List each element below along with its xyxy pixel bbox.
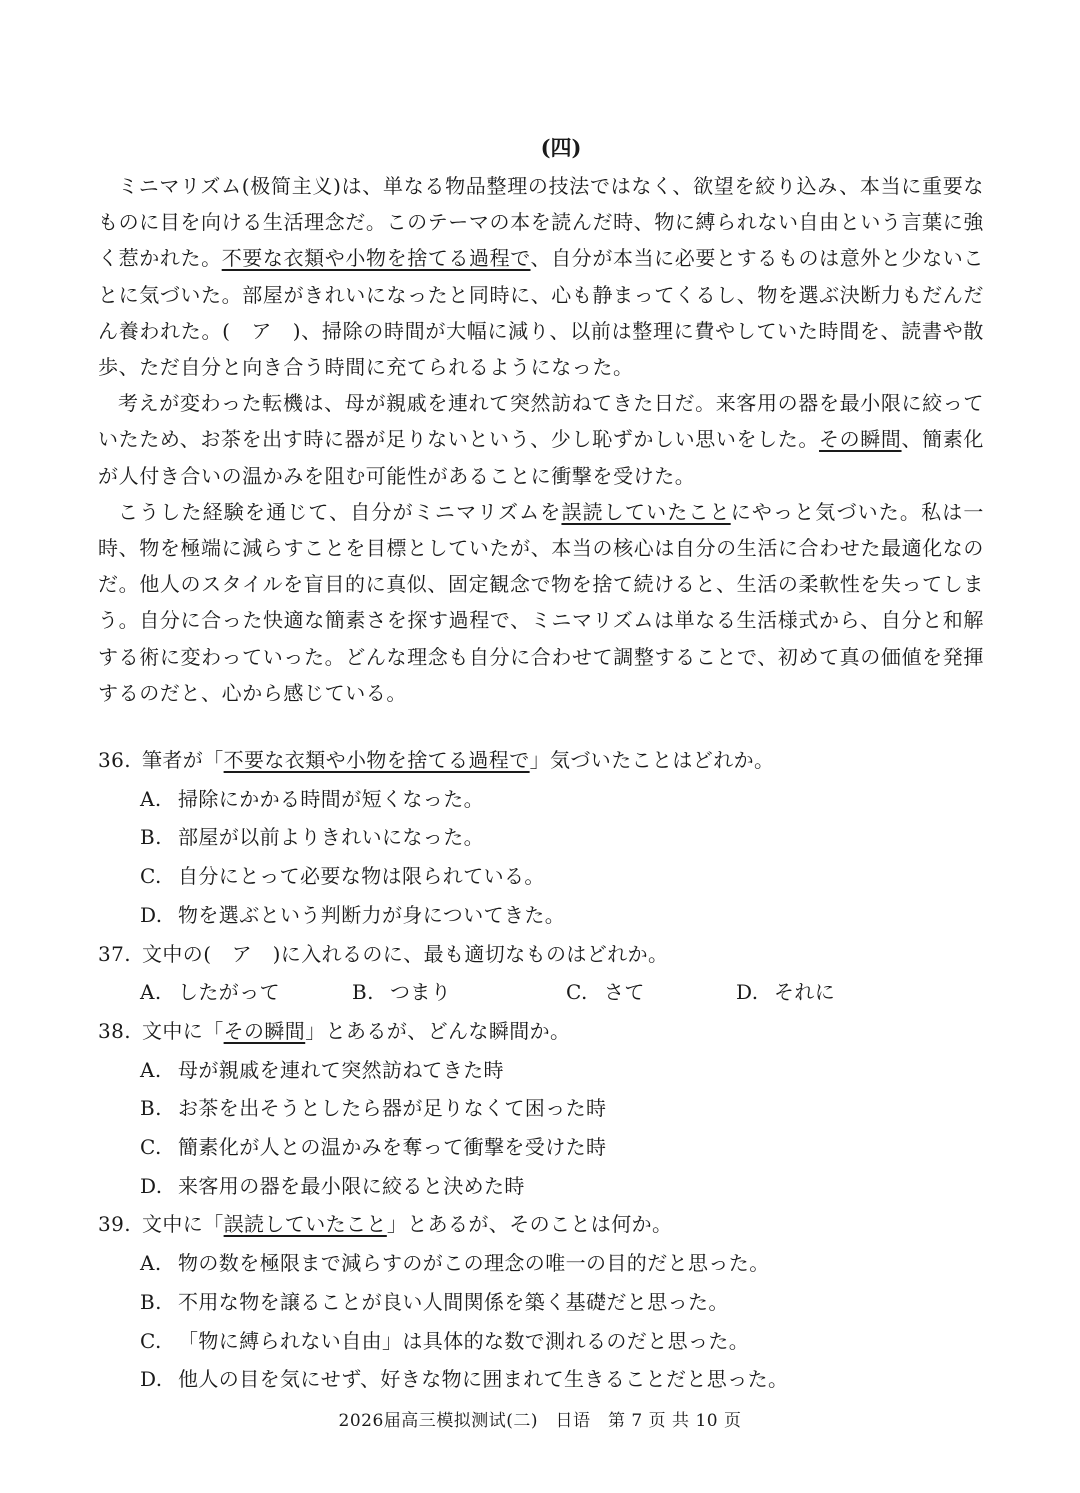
- passage-paragraph-2: [98, 385, 984, 494]
- question-37: [98, 935, 984, 974]
- option-37-b: [352, 973, 566, 1012]
- option-text: 自分にとって必要な物は限られている。: [178, 864, 545, 889]
- spacer: [98, 711, 984, 741]
- question-underlined: その瞬間: [223, 1018, 306, 1043]
- question-text: 」とあるが、どんな瞬間か。: [305, 1018, 571, 1043]
- option-38-b: [140, 1089, 984, 1128]
- passage-text: ミニマリズム(极简主义)は、単なる物品整理の技法ではなく、欲望を絞り込み、本当に重要なものに目を向ける生活理念だ。このテーマの本を読んだ時、物に縛られない自由という言葉に強く惹かれた。: [98, 174, 984, 271]
- option-text: したがって: [178, 980, 280, 1005]
- passage-paragraph-3: [98, 494, 984, 711]
- question-text: 」気づいたことはどれか。: [529, 748, 775, 773]
- option-37-d: [736, 973, 948, 1012]
- question-number: 36.: [98, 748, 132, 773]
- question-number: 38.: [98, 1018, 132, 1043]
- option-39-a: [140, 1244, 984, 1283]
- option-37-c: [566, 973, 736, 1012]
- question-36: [98, 741, 984, 780]
- option-text: 部屋が以前よりきれいになった。: [178, 825, 484, 850]
- option-text: 掃除にかかる時間が短くなった。: [178, 786, 484, 811]
- option-text: 簡素化が人との温かみを奪って衝撃を受けた時: [178, 1135, 607, 1160]
- option-text: 他人の目を気にせず、好きな物に囲まれて生きることだと思った。: [178, 1367, 789, 1392]
- page-footer: 2026届高三模拟测试(二) 日语 第 7 页 共 10 页: [338, 1411, 742, 1431]
- option-37-a: [140, 973, 352, 1012]
- question-text: 文中に「: [142, 1018, 224, 1043]
- option-38-c: [140, 1128, 984, 1167]
- question-text: 筆者が「: [142, 748, 224, 773]
- question-number: 39.: [98, 1212, 132, 1237]
- question-text: 」とあるが、そのことは何か。: [386, 1212, 673, 1237]
- option-label: D.: [140, 1367, 163, 1392]
- option-label: D.: [140, 902, 163, 927]
- option-row-37: [140, 973, 984, 1012]
- underlined-phrase-2: その瞬間: [819, 427, 902, 452]
- option-label: C.: [140, 1135, 162, 1160]
- option-36-a: [140, 780, 984, 819]
- option-label: B.: [140, 1289, 162, 1314]
- option-text: 母が親戚を連れて突然訪ねてきた時: [178, 1057, 504, 1082]
- option-text: 不用な物を譲ることが良い人間関係を築く基礎だと思った。: [178, 1289, 729, 1314]
- option-label: A.: [140, 1251, 162, 1276]
- option-text: 来客用の器を最小限に絞ると決めた時: [178, 1173, 525, 1198]
- exam-page: [98, 128, 984, 1399]
- question-38: [98, 1012, 984, 1051]
- option-text: さて: [604, 980, 645, 1005]
- option-label: B.: [140, 825, 162, 850]
- option-text: それに: [774, 980, 836, 1005]
- underlined-phrase-1: 不要な衣類や小物を捨てる過程で: [221, 246, 531, 271]
- passage-paragraph-1: [98, 168, 984, 385]
- option-text: つまり: [390, 980, 452, 1005]
- section-title: (四): [540, 135, 582, 160]
- option-label: D.: [736, 980, 759, 1005]
- question-number: 37.: [98, 941, 132, 966]
- option-label: A.: [140, 786, 162, 811]
- option-38-a: [140, 1051, 984, 1090]
- question-text: 文中の( ア )に入れるのに、最も適切なものはどれか。: [142, 941, 669, 966]
- option-text: 物を選ぶという判断力が身についてきた。: [178, 902, 566, 927]
- passage-text: 考えが変わった転機は、母が親戚を連れて突然訪ねてきた日だ。来客用の器を最小限に絞っていたため、お茶を出す時に器が足りないという、少し恥ずかしい思いをした。: [98, 391, 984, 452]
- option-text: 「物に縛られない自由」は具体的な数で測れるのだと思った。: [178, 1328, 750, 1353]
- option-text: お茶を出そうとしたら器が足りなくて困った時: [178, 1096, 607, 1121]
- option-label: C.: [140, 1328, 162, 1353]
- option-label: A.: [140, 1057, 162, 1082]
- option-39-c: [140, 1322, 984, 1361]
- option-label: B.: [140, 1096, 162, 1121]
- option-38-d: [140, 1167, 984, 1206]
- option-36-c: [140, 857, 984, 896]
- question-39: [98, 1205, 984, 1244]
- option-label: C.: [140, 864, 162, 889]
- passage-text: 、自分が本当に必要とするものは意外と少ないことに気づいた。部屋がきれいになったと同時に、心も静まってくるし、物を選ぶ決断力もだんだん養われた。( ア )、掃除の時間が大幅に減り、以前は整理に費やしていた時間を、読書や散歩、ただ自分と向き合う時間に充てられるようになった。: [98, 246, 984, 380]
- option-text: 物の数を極限まで減らすのがこの理念の唯一の目的だと思った。: [178, 1251, 770, 1276]
- option-39-d: [140, 1360, 984, 1399]
- option-36-b: [140, 818, 984, 857]
- question-text: 文中に「: [142, 1212, 224, 1237]
- option-label: D.: [140, 1173, 163, 1198]
- passage-text: こうした経験を通じて、自分がミニマリズムを: [118, 499, 562, 524]
- passage-text: にやっと気づいた。私は一時、物を極端に減らすことを目標としていたが、本当の核心は自分の生活に合わせた最適化なのだ。他人のスタイルを盲目的に真似、固定観念で物を捨て続けると、生活の柔軟性を失ってしまう。自分に合った快適な簡素さを探す過程で、ミニマリズムは単なる生活様式から、自分と和解する術に変わっていった。どんな理念も自分に合わせて調整することで、初めて真の価値を発揮するのだと、心から感じている。: [98, 499, 984, 705]
- passage-text: 、簡素化が人付き合いの温かみを阻む可能性があることに衝撃を受けた。: [98, 427, 985, 488]
- option-label: A.: [140, 980, 162, 1005]
- option-39-b: [140, 1283, 984, 1322]
- option-36-d: [140, 896, 984, 935]
- option-label: C.: [566, 980, 588, 1005]
- option-label: B.: [352, 980, 374, 1005]
- question-underlined: 誤読していたこと: [223, 1212, 387, 1237]
- underlined-phrase-3: 誤読していたこと: [561, 499, 731, 524]
- question-underlined: 不要な衣類や小物を捨てる過程で: [223, 748, 530, 773]
